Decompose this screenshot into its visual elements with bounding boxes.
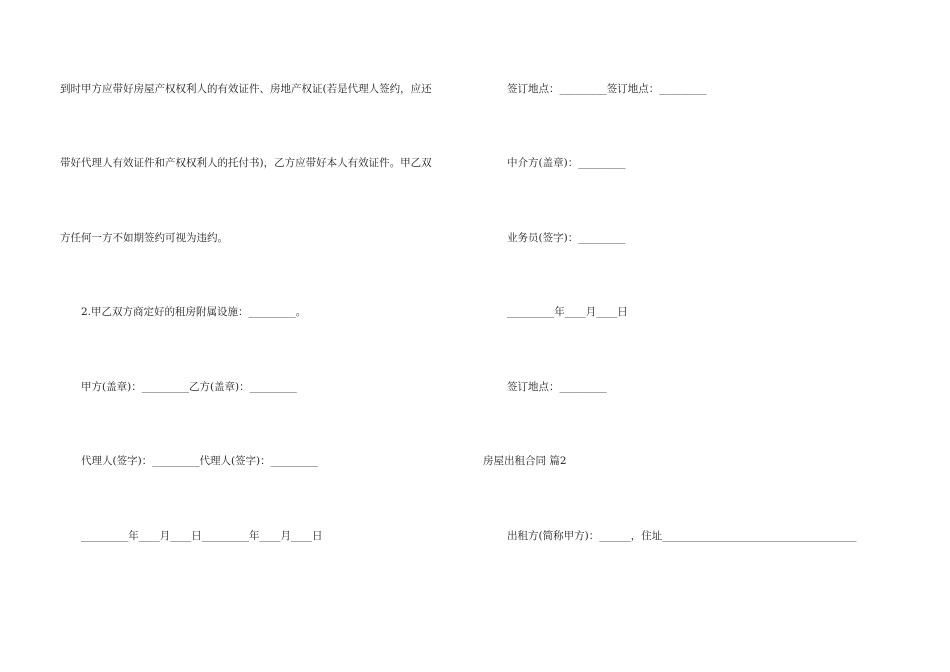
lessor-line: 出租方(简称甲方)：______，住址_____________________________________ [507, 530, 857, 542]
salesperson-signature: 业务员(签字)：_________ [507, 232, 626, 244]
seal-line: 甲方(盖章)：_________乙方(盖章)：_________ [81, 381, 297, 393]
paragraph-line-1: 到时甲方应带好房屋产权权利人的有效证件、房地产权证(若是代理人签约，应还 [60, 83, 432, 95]
date-line-right: _________年____月____日 [507, 306, 628, 318]
date-line: _________年____月____日_________年____月____日 [81, 530, 323, 542]
paragraph-line-2: 带好代理人有效证件和产权权利人的托付书)，乙方应带好本人有效证件。甲乙双 [60, 157, 432, 169]
sign-place-double: 签订地点：_________签订地点：_________ [507, 83, 707, 95]
section-heading: 房屋出租合同 篇2 [483, 455, 567, 467]
intermediary-seal: 中介方(盖章)：_________ [507, 157, 626, 169]
paragraph-line-3: 方任何一方不如期签约可视为违约。 [60, 232, 228, 244]
clause-item-2: 2.甲乙双方商定好的租房附属设施：_________。 [81, 306, 307, 318]
sign-place: 签订地点：_________ [507, 381, 607, 393]
agent-signature-line: 代理人(签字)：_________代理人(签字)：_________ [81, 455, 318, 467]
